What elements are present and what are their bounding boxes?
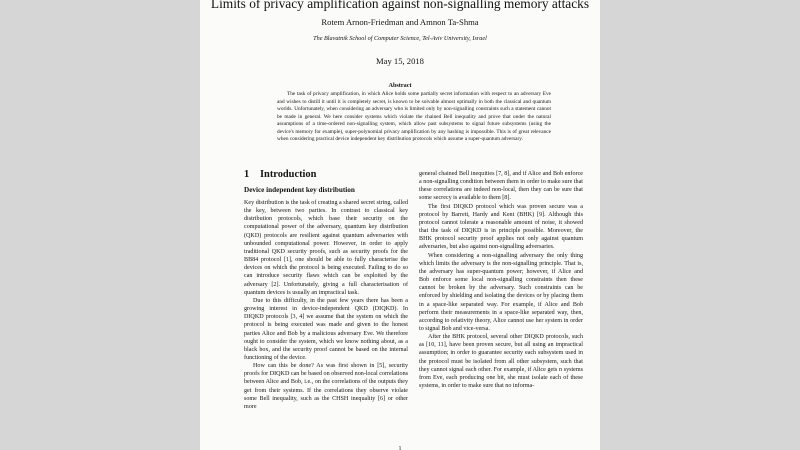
- paragraph: After the BHK protocol, several other DIQKD protocols, such as [10, 11], have been proven secure, but all using an impractical assumption; in order to guarantee security each subsystem used in the protocol must be isolated from all other subsystem, such that they cannot signal each other. For example, if Alice gets n systems from Eve, each producing one bit, she must isolate each of these systems, in order to make sure that no informa-: [419, 334, 583, 390]
- right-text-column: [419, 170, 583, 446]
- paragraph: How can this be done? As was first shown in [5], security proofs for DIQKD can be based on observed non-local correlations between Alice and Bob, i.e., on the correlations of the outputs they get from their systems. If the correlations they observe violate some Bell inequality, such as the CHSH inequality [6] or other more: [244, 363, 408, 410]
- paragraph: When considering a non-signalling adversary the only thing which limits the adversary is the non-signalling principle. That is, the adversary has super-quantum power; however, if Alice and Bob enforce some local non-signalling constraints then these cannot be broken by the adversary. Such constraints can be enforced by shielding and isolating the devices or by placing them in a space-like separated way. For example, if Alice and Bob perform their measurements in a space-like separated way, then, according to relativity theory, Alice cannot use her system in order to signal Bob and vice-versa.: [419, 252, 583, 332]
- abstract-heading: Abstract: [388, 82, 412, 89]
- abstract-text: The task of privacy amplification, in which Alice holds some partially secret information with respect to an adversary Eve and wishes to distill it until it is completely secret, is known to be solvable almost optimally in both the classical and quantum worlds. Unfortunately, when considering an adversary who is limited only by non-signalling constraints such a statement cannot be made in general. We here consider systems which violate the chained Bell inequality and prove that under the natural assumptions of a time-ordered non-signalling system, which allow past subsystems to signal future subsystems (using the device's memory for example), super-polynomial privacy amplification by any hashing is impossible. This is of great relevance when considering practical device independent key distribution protocols which assume a super-quantum adversary.: [277, 91, 551, 143]
- paragraph: Due to this difficulty, in the past few years there has been a growing interest in device-independent QKD (DIQKD). In DIQKD protocols [3, 4] we assume that the system on which the protocol is being executed was made and given to the honest parties Alice and Bob by a malicious adversary Eve. We therefore ought to consider the system, which we know nothing about, as a black box, and the security proof cannot be based on the internal functioning of the device.: [244, 297, 408, 361]
- subsection-heading: Device independent key distribution: [244, 186, 355, 194]
- paper-title: Limits of privacy amplification against non-signalling memory attacks: [210, 0, 590, 11]
- left-text-column: [244, 199, 408, 445]
- section-heading: [244, 168, 404, 181]
- paragraph: Key distribution is the task of creating a shared secret string, called the key, between two parties. In contrast to classical key distribution protocols, which base their security on the computational power of the adversary, quantum key distribution (QKD) protocols are resilient against quantum adversaries with unbounded computational power. However, in order to apply traditional QKD security proofs, such as security proofs for the BB84 protocol [1], one should be able to fully characterise the devices on which the protocol is being executed. Failing to do so can introduce security flaws which can be exploited by the adversary [2]. Unfortunately, giving a full characterisation of quantum devices is usually an impractical task.: [244, 200, 408, 296]
- section-number: 1: [244, 169, 250, 180]
- paragraph: general chained Bell inequities [7, 8], and if Alice and Bob enforce a non-signalling condition between them in order to make sure that these correlations are indeed non-local, then they can be sure that some secrecy is available to them [8].: [419, 171, 583, 202]
- paragraph: The first DIQKD protocol which was proven secure was a protocol by Barrett, Hardy and Kent (BHK) [9]. Although this protocol cannot tolerate a reasonable amount of noise, it showed that the task of DIQKD is in principle possible. Moreover, the BHK protocol security proof applies not only against quantum adversaries, but also against non-signalling adversaries.: [419, 203, 583, 251]
- section-title: Introduction: [260, 169, 317, 180]
- page-number: 1: [398, 446, 402, 450]
- author-affiliation: The Blavatnik School of Computer Science, Tel-Aviv University, Israel: [313, 35, 487, 42]
- paper-authors: Rotem Arnon-Friedman and Amnon Ta-Shma: [321, 17, 479, 27]
- paper-page: [200, 0, 600, 450]
- paper-date: May 15, 2018: [376, 56, 424, 66]
